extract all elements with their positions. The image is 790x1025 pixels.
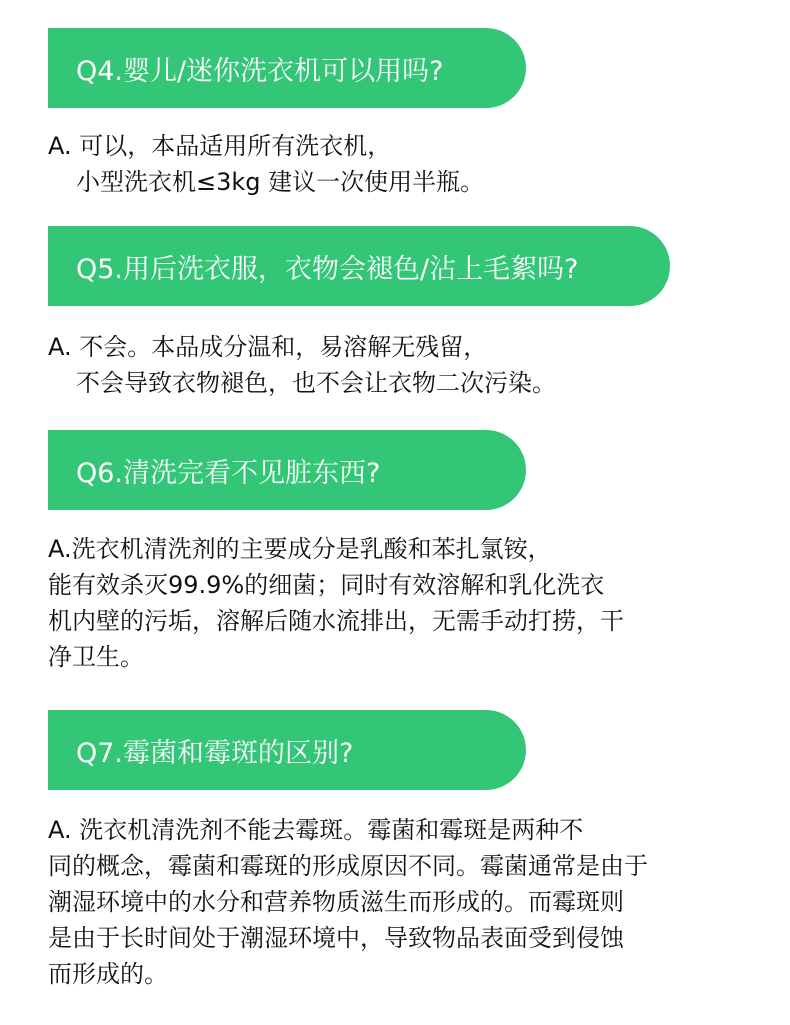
answer-line: A. 不会。本品成分温和，易溶解无残留， <box>48 333 488 361</box>
answer-line: 潮湿环境中的水分和营养物质滋生而形成的。而霉斑则 <box>48 888 624 916</box>
answer-line: 机内壁的污垢，溶解后随水流排出，无需手动打捞，干 <box>48 607 624 635</box>
question-banner-q7: Q7.霉菌和霉斑的区别? <box>48 710 526 790</box>
answer-line: A. 洗衣机清洗剂不能去霉斑。霉菌和霉斑是两种不 <box>48 816 584 844</box>
answer-line: A. 可以，本品适用所有洗衣机， <box>48 132 392 160</box>
question-banner-q4: Q4.婴儿/迷你洗衣机可以用吗? <box>48 28 526 108</box>
answer-line: 不会导致衣物褪色，也不会让衣物二次污染。 <box>76 369 556 397</box>
answer-q6 <box>48 531 624 675</box>
question-banner-q6: Q6.清洗完看不见脏东西? <box>48 430 526 510</box>
answer-line: 同的概念，霉菌和霉斑的形成原因不同。霉菌通常是由于 <box>48 852 648 880</box>
answer-line: 净卫生。 <box>48 643 144 671</box>
answer-line: A.洗衣机清洗剂的主要成分是乳酸和苯扎氯铵， <box>48 535 552 563</box>
answer-line: 能有效杀灭99.9%的细菌；同时有效溶解和乳化洗衣 <box>48 571 605 599</box>
answer-q4 <box>48 128 484 200</box>
answer-line: 小型洗衣机≤3kg 建议一次使用半瓶。 <box>76 168 485 196</box>
answer-line: 是由于长时间处于潮湿环境中，导致物品表面受到侵蚀 <box>48 924 624 952</box>
answer-q7 <box>48 812 648 992</box>
question-banner-q5: Q5.用后洗衣服，衣物会褪色/沾上毛絮吗? <box>48 226 670 306</box>
answer-line: 而形成的。 <box>48 960 168 988</box>
answer-q5 <box>48 329 556 401</box>
